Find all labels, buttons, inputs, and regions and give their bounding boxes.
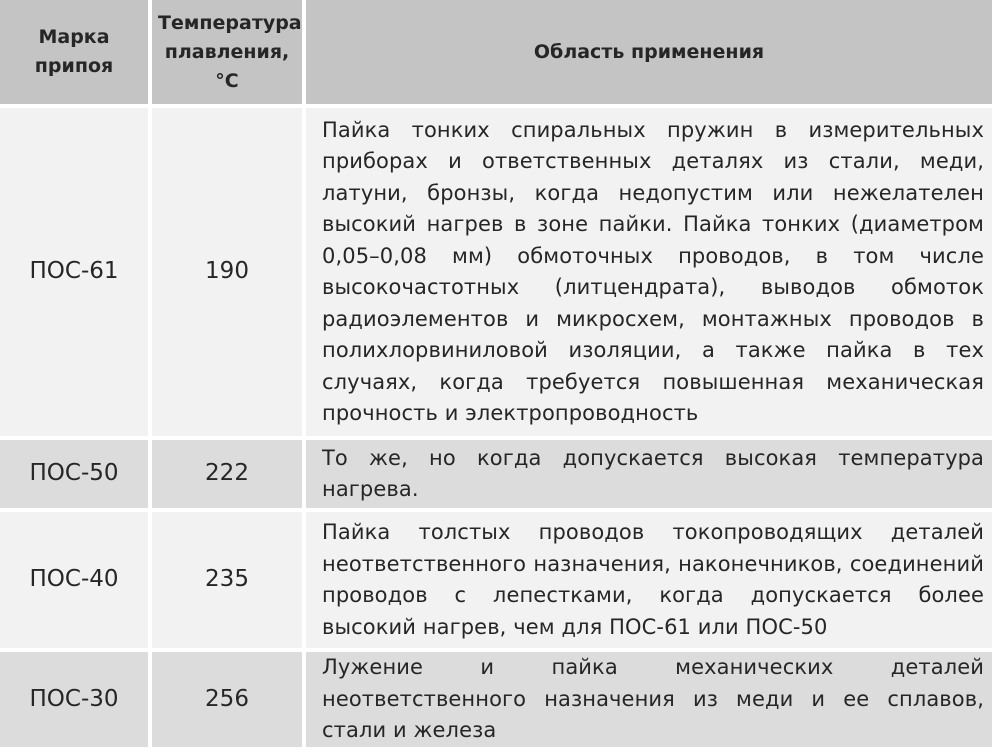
cell-temperature: 256 (152, 652, 302, 747)
cell-grade: ПОС-61 (0, 108, 148, 436)
header-temperature: Температура плавления, °С (152, 0, 302, 104)
table-row (0, 108, 992, 436)
cell-application: То же, но когда допускается высокая температура нагрева. (306, 440, 992, 508)
cell-application: Лужение и пайка механических деталей неответственного назначения из меди и ее сплавов, стали и железа (306, 652, 992, 747)
cell-temperature: 190 (152, 108, 302, 436)
table-row (0, 440, 992, 508)
header-grade: Марка припоя (0, 0, 148, 104)
table-header-row (0, 0, 992, 104)
cell-temperature: 222 (152, 440, 302, 508)
cell-grade: ПОС-30 (0, 652, 148, 747)
table-row (0, 652, 992, 747)
cell-application: Пайка тонких спиральных пружин в измерительных приборах и ответственных деталях из стали, меди, латуни, бронзы, когда недопустим или нежелателен высокий нагрев в зоне пайки. Пайка тонких (диаметром 0,05–0,08 мм) обмоточных проводов, в том числе высокочастотных (литцендрата), выводов обмоток радиоэлементов и микросхем, монтажных проводов в полихлорвиниловой изоляции, а также пайка в тех случаях, когда требуется повышенная механическая прочность и электропроводность (306, 108, 992, 436)
header-application: Область применения (306, 0, 992, 104)
cell-grade: ПОС-40 (0, 512, 148, 648)
cell-application: Пайка толстых проводов токопроводящих деталей неответственного назначения, наконечников, соединений проводов с лепестками, когда допускается более высокий нагрев, чем для ПОС-61 или ПОС-50 (306, 512, 992, 648)
table-row (0, 512, 992, 648)
cell-temperature: 235 (152, 512, 302, 648)
cell-grade: ПОС-50 (0, 440, 148, 508)
